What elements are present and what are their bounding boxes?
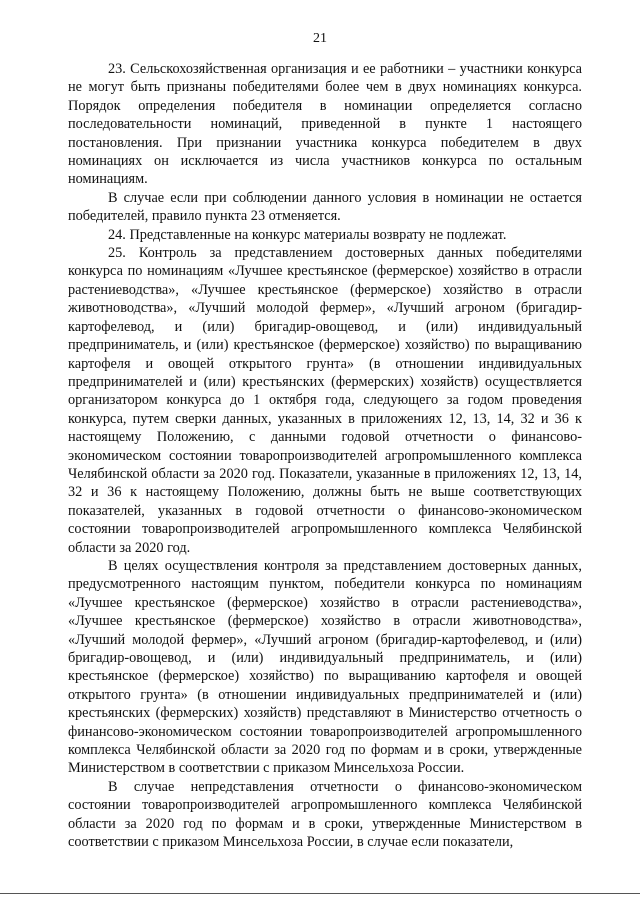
- document-body: [68, 60, 582, 851]
- paragraph-23: 23. Сельскохозяйственная организация и ее работники – участники конкурса не могут быть признаны победителями более чем в двух номинациях конкурса. Порядок определения победителя в номинации определяется согласно последовательности номинаций, приведенной в пункте 1 настоящего постановления. При признании участника конкурса победителем в двух номинациях он исключается из числа участников конкурса по остальным номинациям.: [68, 61, 582, 188]
- paragraph-25: 25. Контроль за представлением достоверных данных победителями конкурса по номинациям «Лучшее крестьянское (фермерское) хозяйство в отрасли растениеводства», «Лучшее крестьянское (фермерское) хозяйство в отрасли животноводства», «Лучший молодой фермер», «Лучший агроном (бригадир-картофелевод, и (или) бригадир-овощевод, и (или) индивидуальный предприниматель, и (или) крестьянское (фермерское) хозяйство) по выращиванию картофеля и овощей открытого грунта» (в отношении индивидуальных предпринимателей и (или) крестьянских (фермерских) хозяйств) осуществляется организатором конкурса до 1 октября года, следующего за годом проведения конкурса, путем сверки данных, указанных в приложениях 12, 13, 14, 32 и 36 к настоящему Положению, с данными годовой отчетности о финансово-экономическом состоянии товаропроизводителей агропромышленного комплекса Челябинской области за 2020 год. Показатели, указанные в приложениях 12, 13, 14, 32 и 36 к настоящему Положению, должны быть не выше соответствующих показателей, указанных в годовой отчетности о финансово-экономическом состоянии товаропроизводителей агропромышленного комплекса Челябинской области за 2020 год.: [68, 245, 582, 556]
- paragraph-25-control: В целях осуществления контроля за представлением достоверных данных, предусмотренного настоящим пунктом, победители конкурса по номинациям «Лучшее крестьянское (фермерское) хозяйство в отрасли растениеводства», «Лучшее крестьянское (фермерское) хозяйство в отрасли животноводства», «Лучший молодой фермер», «Лучший агроном (бригадир-картофелевод, и (или) бригадир-овощевод, и (или) индивидуальный предприниматель, и (или) крестьянское (фермерское) хозяйство) по выращиванию картофеля и овощей открытого грунта» (в отношении индивидуальных предпринимателей и (или) крестьянских (фермерских) хозяйств) представляют в Министерство отчетность о финансово-экономическом состоянии товаропроизводителей агропромышленного комплекса Челябинской области за 2020 год по формам и в сроки, утвержденные Министерством в соответствии с приказом Минсельхоза России.: [68, 557, 582, 777]
- paragraph-25-nonsubmission: В случае непредставления отчетности о финансово-экономическом состоянии товаропроизводителей агропромышленного комплекса Челябинской области за 2020 год по формам и в сроки, утвержденные Министерством в соответствии с приказом Минсельхоза России, в случае если показатели,: [68, 778, 582, 851]
- bottom-border-line: [0, 893, 640, 894]
- paragraph-23-condition: В случае если при соблюдении данного условия в номинации не остается победителей, правило пункта 23 отменяется.: [68, 189, 582, 225]
- paragraph-24: 24. Представленные на конкурс материалы возврату не подлежат.: [108, 226, 507, 243]
- page-number: 21: [313, 31, 327, 46]
